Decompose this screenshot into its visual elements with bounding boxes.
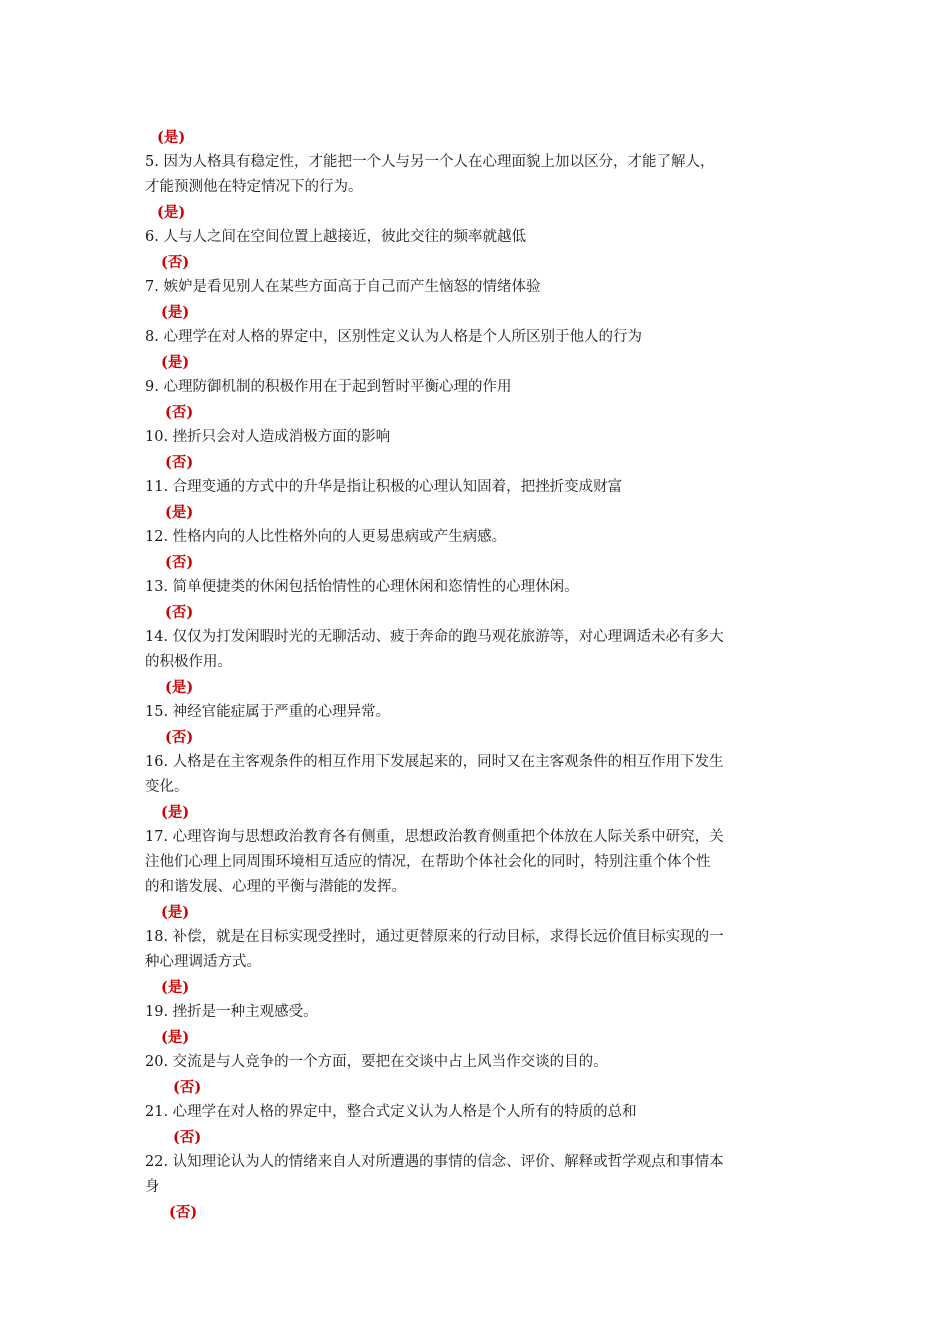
question-text-line: 身 [145, 1179, 160, 1195]
answer-label: (是) [161, 904, 190, 921]
question-text-line: 注他们心理上同周围环境相互适应的情况，在帮助个体社会化的同时，特别注重个体个性 [145, 854, 711, 870]
question-item [145, 925, 810, 1000]
question-item [145, 575, 810, 625]
answer-label: (是) [165, 679, 194, 696]
question-text-line: 6. 人与人之间在空间位置上越接近，彼此交往的频率就越低 [145, 229, 526, 245]
question-text-line: 才能预测他在特定情况下的行为。 [145, 179, 363, 195]
answer-label: (否) [165, 404, 194, 421]
question-text-line: 7. 嫉妒是看见别人在某些方面高于自己而产生恼怒的情绪体验 [145, 279, 541, 295]
answer-label: (否) [165, 454, 194, 471]
question-item [145, 750, 810, 825]
question-item [145, 1050, 810, 1100]
answer-label: (否) [173, 1129, 202, 1146]
answer-label: (是) [161, 354, 190, 371]
question-text-line: 14. 仅仅为打发闲暇时光的无聊活动、疲于奔命的跑马观花旅游等，对心理调适未必有多大 [145, 629, 724, 645]
question-item [145, 700, 810, 750]
answer-label: (是) [161, 979, 190, 996]
question-item [145, 1150, 810, 1225]
answer-label: (否) [169, 1204, 198, 1221]
answer-label: (否) [165, 554, 194, 571]
question-item [145, 1100, 810, 1150]
question-text-line: 13. 简单便捷类的休闲包括怡情性的心理休闲和恣情性的心理休闲。 [145, 579, 579, 595]
question-text-line: 12. 性格内向的人比性格外向的人更易患病或产生病感。 [145, 529, 507, 545]
question-text-line: 21. 心理学在对人格的界定中，整合式定义认为人格是个人所有的特质的总和 [145, 1104, 637, 1120]
question-text-line: 变化。 [145, 779, 189, 795]
answer-label: (否) [173, 1079, 202, 1096]
question-text-line: 17. 心理咨询与思想政治教育各有侧重，思想政治教育侧重把个体放在人际关系中研究，关 [145, 829, 724, 845]
question-text-line: 16. 人格是在主客观条件的相互作用下发展起来的，同时又在主客观条件的相互作用下发生 [145, 754, 724, 770]
question-item [145, 225, 810, 275]
answer-label: (是) [157, 129, 186, 146]
answer-label: (是) [165, 504, 194, 521]
question-text-line: 22. 认知理论认为人的情绪来自人对所遭遇的事情的信念、评价、解释或哲学观点和事情本 [145, 1154, 724, 1170]
question-text-line: 20. 交流是与人竞争的一个方面，要把在交谈中占上风当作交谈的目的。 [145, 1054, 608, 1070]
question-item [145, 425, 810, 475]
question-text-line: 11. 合理变通的方式中的升华是指让积极的心理认知固着，把挫折变成财富 [145, 479, 623, 495]
question-item [145, 525, 810, 575]
answer-label: (是) [161, 304, 190, 321]
question-text-line: 种心理调适方式。 [145, 954, 261, 970]
question-text-line: 10. 挫折只会对人造成消极方面的影响 [145, 429, 391, 445]
question-item [145, 475, 810, 525]
answer-label: (是) [157, 204, 186, 221]
question-text-line: 9. 心理防御机制的积极作用在于起到暂时平衡心理的作用 [145, 379, 512, 395]
question-text-line: 5. 因为人格具有稳定性，才能把一个人与另一个人在心理面貌上加以区分，才能了解人， [145, 154, 715, 170]
question-text-line: 的和谐发展、心理的平衡与潜能的发挥。 [145, 879, 406, 895]
question-text-line: 18. 补偿，就是在目标实现受挫时，通过更替原来的行动目标，求得长远价值目标实现的一 [145, 929, 724, 945]
question-item [145, 275, 810, 325]
question-text-line: 的积极作用。 [145, 654, 232, 670]
answer-label: (是) [161, 804, 190, 821]
question-item [145, 825, 810, 925]
answer-label: (否) [161, 254, 190, 271]
question-item [145, 625, 810, 700]
answer-label: (否) [165, 729, 194, 746]
question-list [145, 125, 810, 1225]
question-item [145, 1000, 810, 1050]
question-item [145, 150, 810, 225]
question-text-line: 8. 心理学在对人格的界定中，区别性定义认为人格是个人所区别于他人的行为 [145, 329, 642, 345]
answer-label: (否) [165, 604, 194, 621]
question-item [145, 325, 810, 375]
question-text-line: 19. 挫折是一种主观感受。 [145, 1004, 318, 1020]
question-item [145, 375, 810, 425]
question-text-line: 15. 神经官能症属于严重的心理异常。 [145, 704, 391, 720]
answer-label: (是) [161, 1029, 190, 1046]
